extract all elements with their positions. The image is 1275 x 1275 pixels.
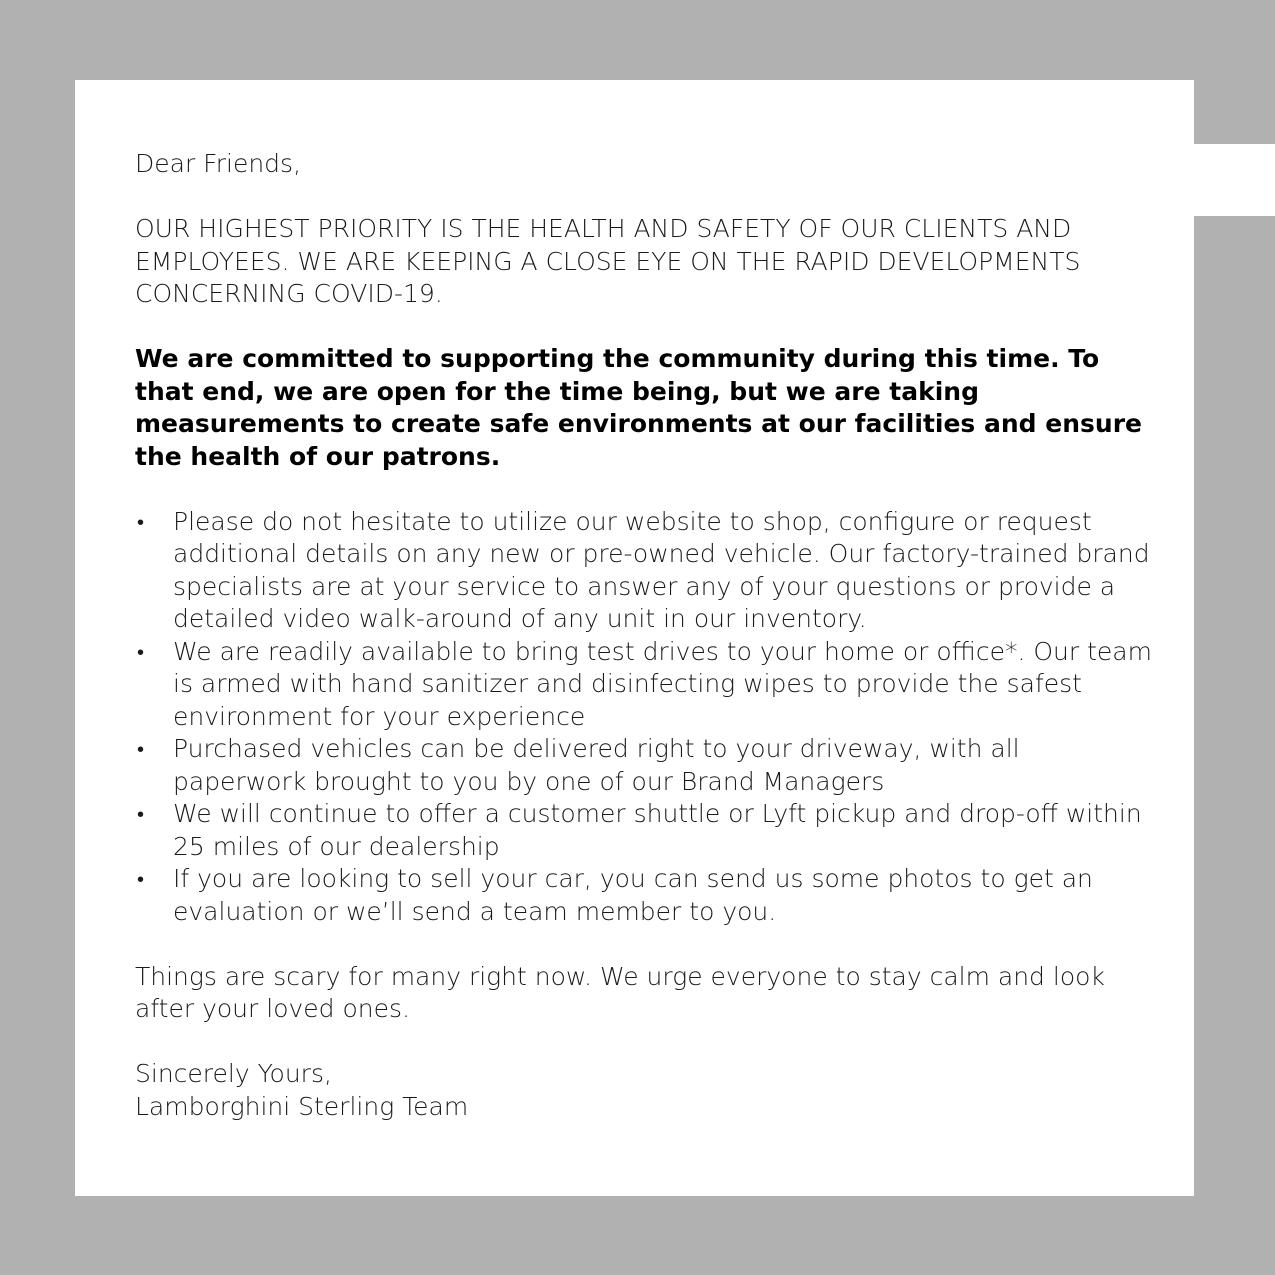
- letter-card: [75, 80, 1194, 1196]
- list-item: [135, 733, 1155, 798]
- signoff: Sincerely Yours,: [135, 1059, 332, 1088]
- bullet-icon: •: [137, 737, 145, 761]
- list-item-text: We are readily available to bring test drives to your home or office*. Our team is armed with hand sanitizer and disinfecting wipes to provide the safest environment for your experience: [173, 636, 1152, 731]
- frame-notch: [1194, 144, 1275, 216]
- greeting: Dear Friends,: [135, 149, 302, 178]
- commitment-statement: We are committed to supporting the community during this time. To that end, we are open for the time being, but we are taking measurements to create safe environments at our facilities and ensure the health of our patrons.: [135, 344, 1142, 471]
- list-item-text: If you are looking to sell your car, you can send us some photos to get an evaluation or we’ll send a team member to you.: [173, 864, 1093, 926]
- bullet-icon: •: [137, 867, 145, 891]
- list-item-text: Purchased vehicles can be delivered right to your driveway, with all paperwork brought to you by one of our Brand Managers: [173, 734, 1020, 796]
- list-item: [135, 863, 1155, 928]
- bullet-icon: •: [137, 802, 145, 826]
- closing-paragraph: Things are scary for many right now. We urge everyone to stay calm and look after your loved ones.: [135, 961, 1105, 1023]
- list-item-text: Please do not hesitate to utilize our website to shop, configure or request additional details on any new or pre-owned vehicle. Our factory-trained brand specialists are at your service to answer any of your questions or provide a detailed video walk-around of any unit in our inventory.: [173, 506, 1150, 633]
- list-item: [135, 798, 1155, 863]
- bullet-icon: •: [137, 639, 145, 664]
- priority-statement: OUR HIGHEST PRIORITY IS THE HEALTH AND SAFETY OF OUR CLIENTS AND EMPLOYEES. WE ARE KEEPING A CLOSE EYE ON THE RAPID DEVELOPMENTS CONCERNING COVID-19.: [135, 214, 1081, 308]
- bullet-icon: •: [137, 509, 145, 534]
- list-item: [135, 636, 1155, 734]
- list-item: [135, 506, 1155, 636]
- list-item-text: We will continue to offer a customer shuttle or Lyft pickup and drop-off within 25 miles of our dealership: [173, 799, 1142, 861]
- measures-list: [135, 506, 1155, 929]
- letter-body: [135, 148, 1155, 1123]
- signature: Lamborghini Sterling Team: [135, 1091, 469, 1121]
